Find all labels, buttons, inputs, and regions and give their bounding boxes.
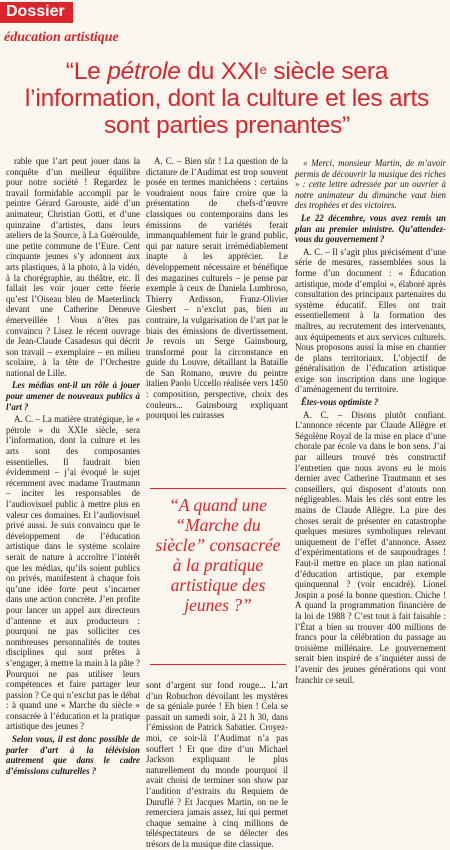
paragraph: rable que l’art peut jouer dans la conquête d’un meilleur équilibre pour notre société ! Regardez le travail formidable accompli par le peintre Gérard Garouste, aidé d’un animateur, Christian Gotti, et d’une quinzaine d’artistes, dans leurs ateliers de la Source, à La Guéroulde, une petite commune de l’Eure. Cent cinquante jeunes s’y adonnent aux arts plastiques, à la photo, à la vidéo, à la chorégraphie, au théâtre, etc. Il fallait les voir jouer cette féerie qu’est l’Oiseau bleu de Maeterlinck devant une Catherine Deneuve émerveillée ! Vous n’êtes pas convaincu ? Lisez le récent ouvrage de Jean-Claude Casadesus qui décrit son travail – exemplaire – en milieu scolaire, à la tête de l’Orchestre national de Lille. xyxy=(6,156,140,378)
pull-quote-text: “A quand une “Marche du siècle” consacrée à la pratique artistique des jeunes ?” xyxy=(155,495,281,615)
question: Êtes-vous optimiste ? xyxy=(301,397,379,408)
article-column-1 xyxy=(6,156,140,776)
article-column-2-continued xyxy=(146,680,288,850)
paragraph: A. C. – Disons plutôt confiant. L’annonce récente par Claude Allègre et Ségolène Royal de la mise en place d’une chorale par école va dans le bon sens. J’ai par ailleurs trouvé très constructif l’entretien que nous avons eu le mois dernier avec Catherine Trautmann et ses conseillers, qui disposent d’atouts non négligeables. Mais les clés sont entre les mains de Claude Allègre. La pire des choses serait de présenter en catastrophe quelques mesures symboliques relevant uniquement de l’effet d’annonce. Assez d’expérimentations et de saupoudrages ! Faut-il mettre en place un plan national d’éducation artistique, par exemple quinquennal ? (voir encadré). Lionel Jospin a posé la bonne question. Chiche ! A quand la programmation financière de la loi de 1988 ? C’est tout à fait faisable : l’État a bien su trouver 400 millions de francs pour la célébration du passage au troisième millénaire. Le gouvernement serait bien inspiré de s’inquiéter aussi de l’avenir des jeunes générations qui vont franchir ce seuil. xyxy=(295,409,446,685)
section-label: Dossier xyxy=(0,2,73,23)
paragraph: sont d’argent sur fond rouge... L’art d’un Robuchon dévoilant les mystères de sa géniale purée ! Eh bien ! Cela se passait un samedi soir, à 21 h 30, dans l’émission de Patrick Sabatier. Croyez-moi, ce soir-là l’Audimat n’a pas souffert ! Et que dire d’un Michael Jackson expliquant le plus naturellement du monde pourquoi il avait choisi de terminer son show par l’audition d’extraits du Requiem de Duruflé ? Et Jacques Martin, on ne le remerciera jamais assez, lui qui permet chaque semaine à cinq millions de téléspectateurs de se délecter des trésors de la musique dite classique. xyxy=(146,680,288,849)
question: Les médias ont-il un rôle à jouer pour amener de nouveaux publics à l’art ? xyxy=(6,380,140,412)
headline-part3: siècle sera l’information, dont la culture et les arts sont parties prenantes” xyxy=(24,58,430,139)
article-column-3 xyxy=(295,156,446,685)
paragraph: A. C. – Il s’agit plus précisément d’une série de mesures, rassemblées sous la forme d’un document : « Éducation artistique, mode d’emploi », élaboré après consultation des principaux partenaires du système éducatif. Elles ont trait essentiellement à la formation des maîtres, au recrutement des intervenants, aux équipements et aux services culturels. Nous proposons aussi la mise en chantier de plans territoriaux. L’objectif de généralisation de l’éducation artistique exige son inscription dans une logique d’aménagement du territoire. xyxy=(295,246,446,395)
paragraph: A. C. – La matière stratégique, le « pétrole » du XXIe siècle, sera l’information, dont la culture et les arts sont des composantes essentielles. Il faudrait bien évidemment – j’ai évoqué le sujet récemment avec madame Trautmann – inciter les responsables de l’audiovisuel public à mettre plus en valeur ces domaines. Et l’audiovisuel privé aussi. Je suis convaincu que le développement de l’éducation artistique dans le système scolaire serait de nature à accroître l’intérêt que les médias, qu’ils soient publics ou privés, manifestent à chaque fois qu’une idée forte peut s’incarner dans une action concrète. J’en profite pour lancer un appel aux directeurs d’antenne et aux producteurs : pourquoi ne pas solliciter ces nombreuses personnalités de toutes disciplines qui sont prêtes à s’engager, à mettre la main à la pâte ? Pourquoi ne pas utiliser leurs compétences et faire partager leur passion ? Ce qui n’exclut pas le débat : à quand une « Marche du siècle » consacrée à l’éducation et la pratique artistique des jeunes ? xyxy=(6,414,140,732)
rubric-label: éducation artistique xyxy=(4,30,119,45)
article-column-2 xyxy=(146,156,288,421)
question: Selon vous, il est donc possible de parler d’art à la télévision autrement que dans le cadre d’émissions culturelles ? xyxy=(6,734,140,776)
headline-sup: e xyxy=(259,62,267,77)
headline-part1: “Le xyxy=(65,58,108,85)
question: Le 22 décembre, vous avez remis un plan au premier ministre. Qu’attendez-vous du gouvernement ? xyxy=(295,212,446,245)
headline-italic: pétrole xyxy=(107,58,181,85)
paragraph: A. C. – Bien sûr ! La question de la dictature de l’Audimat est trop souvent posée en termes manichéens : certains voudraient nous faire croire que la présentation de chefs-d’œuvre classiques ou contemporains dans les émissions de variétés ferait immanquablement fuir le grand public, qui par nature serait irrémédiablement inapte à les apprécier. Le développement nécessaire et bénéfique des magazines culturels – je pense par exemple à ceux de Daniela Lumbroso, Thierry Ardisson, Franz-Olivier Giesbert – n’exclut pas, bien au contraire, la vulgarisation de l’art par le biais des émissions de divertissement. Je revois un Serge Gainsbourg, transformé pour la circonstance en guide du Louvre, détaillant la Bataille de San Romano, œuvre du peintre italien Paolo Uccello réalisée vers 1450 : composition, perspective, choix des couleurs... Gainsbourg expliquant pourquoi les cuirasses xyxy=(146,156,288,421)
headline-part2: du XXI xyxy=(180,58,260,85)
headline xyxy=(14,58,440,139)
paragraph: « Merci, monsieur Martin, de m’avoir permis de découvrir la musique des riches » : cette lettre adressée par un ouvrier à notre animateur du dimanche vaut bien des trophées et des victoires. xyxy=(295,158,446,211)
pull-quote xyxy=(150,488,286,665)
